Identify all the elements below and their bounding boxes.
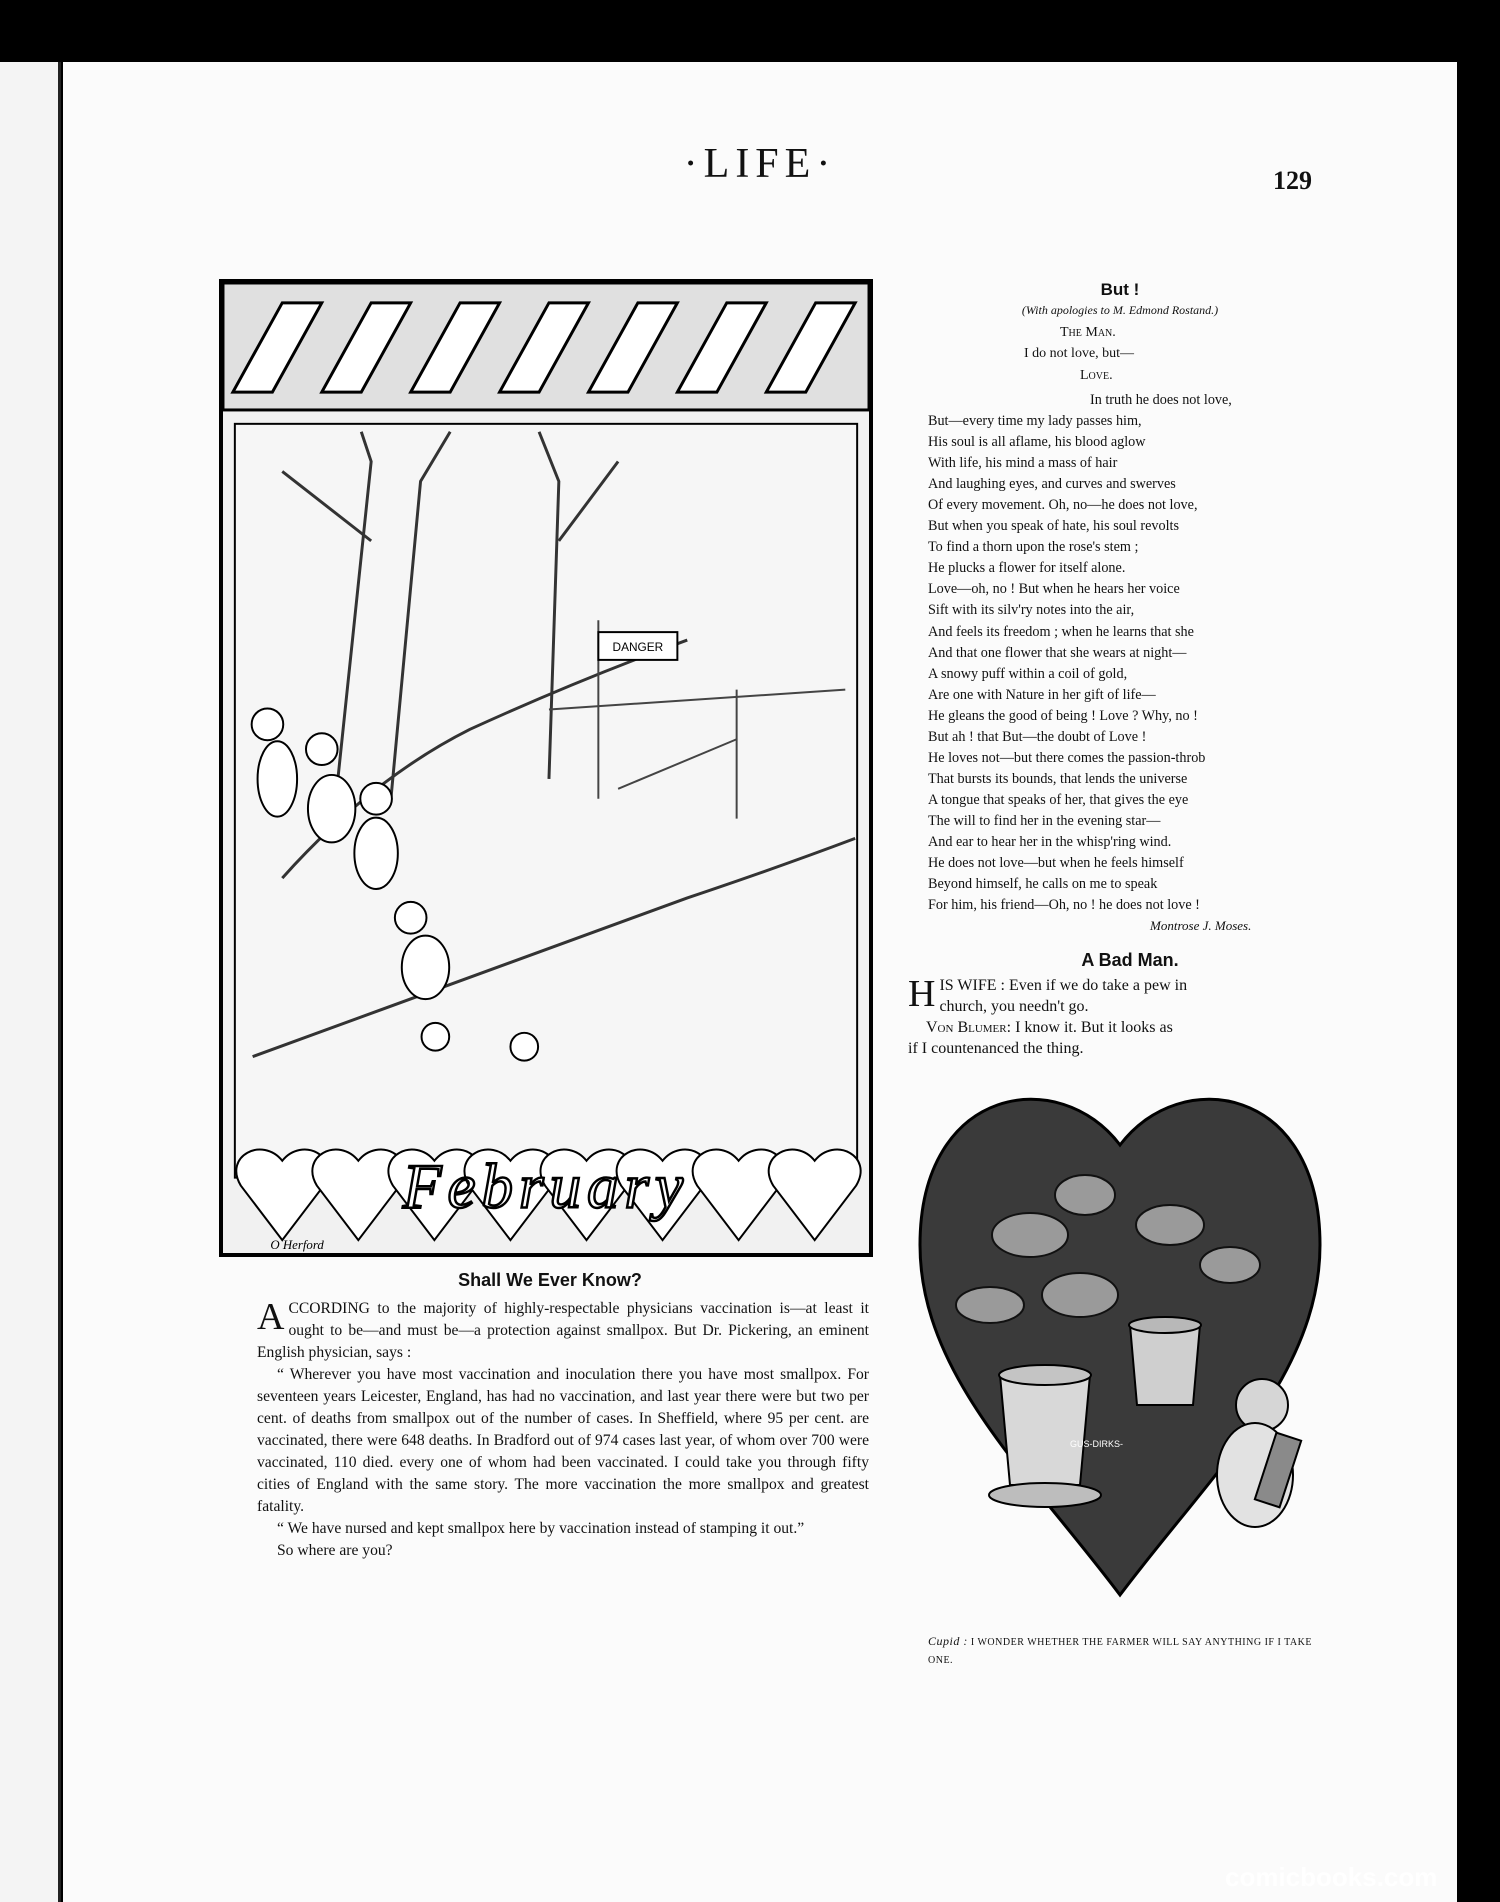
bad-man-title: A Bad Man. (1081, 950, 1179, 970)
bad-man-speaker: Von Blumer (926, 1019, 1007, 1036)
cupid-caption-speaker: Cupid : (928, 1634, 968, 1648)
article-body (257, 1298, 869, 1562)
cupid-caption (928, 1632, 1328, 1670)
bad-man-text (908, 975, 1316, 1059)
magazine-title: ·LIFE· (683, 141, 837, 187)
poem-line: But ah ! that But—the doubt of Love ! (928, 728, 1147, 745)
article-title: Shall We Ever Know? (458, 1270, 642, 1290)
february-artist-signature: O Herford (270, 1238, 324, 1253)
poem-line: He gleans the good of being ! Love ? Why, no ! (928, 707, 1198, 724)
poem-line: And that one flower that she wears at night— (928, 644, 1187, 661)
poem-line: A tongue that speaks of her, that gives the eye (928, 791, 1189, 808)
article-paragraph-2: “ Wherever you have most vaccination and inoculation there you have most smallpox. For seventeen years Leicester, England, has had no vaccination, and last year there were but two per cent. of deaths from smallpox out of the number of cases. In Sheffield, where 95 per cent. are vaccinated, there were 648 deaths. In Bradford out of 974 cases last year, of whom over 700 were vaccinated, 110 died. every one of whom had been vaccinated. I could take you through fifty cities of England with the same story. The more vaccination the more smallpox and greatest fatality. (257, 1366, 869, 1515)
article-paragraph-4: So where are you? (277, 1542, 393, 1559)
poem-line: He plucks a flower for itself alone. (928, 560, 1126, 577)
bad-man-dropcap: H (908, 973, 936, 1015)
danger-sign-text: DANGER (612, 639, 664, 654)
article-paragraph-1: CCORDING to the majority of highly-respectable physicians vaccination is—at least it ought to be—and must be—a protection against smallpox. But Dr. Pickering, an eminent English physician, says : (257, 1300, 869, 1361)
poem-line: Beyond himself, he calls on me to speak (928, 876, 1158, 893)
cupid-illustration (910, 1075, 1330, 1620)
bad-man-line-4: if I countenanced the thing. (908, 1040, 1084, 1057)
poem-role-man: The Man. (1060, 325, 1116, 340)
page-number: 129 (1273, 166, 1312, 195)
poem-line: He loves not—but there comes the passion-throb (928, 749, 1206, 766)
poem-line: A snowy puff within a coil of gold, (928, 665, 1128, 682)
poem-line: Sift with its silv'ry notes into the air, (928, 602, 1135, 619)
poem-line: He does not love—but when he feels himself (928, 855, 1184, 872)
poem-body (928, 390, 1318, 916)
poem-subtitle: (With apologies to M. Edmond Rostand.) (1021, 303, 1219, 317)
poem-line: For him, his friend—Oh, no ! he does not love ! (928, 897, 1200, 914)
poem-line: But—every time my lady passes him, (928, 413, 1142, 430)
bad-man-line-1: IS WIFE : Even if we do take a pew in (939, 977, 1188, 994)
article-paragraph-3: “ We have nursed and kept smallpox here by vaccination instead of stamping it out.” (277, 1520, 805, 1537)
february-illustration (219, 279, 873, 1257)
poem-line: And feels its freedom ; when he learns that she (928, 623, 1194, 640)
poem-line: Of every movement. Oh, no—he does not love, (928, 497, 1198, 514)
poem-line: The will to find her in the evening star— (928, 812, 1161, 829)
poem-line: That bursts its bounds, that lends the universe (928, 770, 1188, 787)
poem-title: But ! (1100, 280, 1140, 299)
bad-man-line-2: church, you needn't go. (939, 998, 1089, 1015)
left-page-edge (0, 62, 61, 1902)
poem-line: With life, his mind a mass of hair (928, 455, 1118, 472)
watermark: comicbooks.com (1225, 1862, 1438, 1892)
cupid-artist-signature: GUS-DIRKS- (1070, 1439, 1124, 1449)
poem-role-love: Love. (1080, 368, 1113, 383)
bad-man-line-3: : I know it. But it looks as (1006, 1019, 1173, 1036)
poem-line: Are one with Nature in her gift of life— (928, 686, 1156, 703)
article-dropcap: A (257, 1296, 285, 1338)
poem-line: And ear to hear her in the whisp'ring wind. (928, 833, 1172, 850)
poem-line-man: I do not love, but— (1024, 346, 1135, 361)
cupid-caption-text: I WONDER WHETHER THE FARMER WILL SAY ANYTHING IF I TAKE ONE. (928, 1637, 1312, 1666)
poem-line: In truth he does not love, (1090, 392, 1232, 408)
poem-line: To find a thorn upon the rose's stem ; (928, 539, 1139, 556)
february-title-text: February (402, 1151, 690, 1222)
poem-line: And laughing eyes, and curves and swerves (928, 476, 1176, 493)
poem-line: His soul is all aflame, his blood aglow (928, 434, 1146, 451)
poem-signature: Montrose J. Moses. (1150, 918, 1252, 933)
poem-line: Love—oh, no ! But when he hears her voice (928, 581, 1180, 598)
poem-line: But when you speak of hate, his soul revolts (928, 518, 1180, 535)
